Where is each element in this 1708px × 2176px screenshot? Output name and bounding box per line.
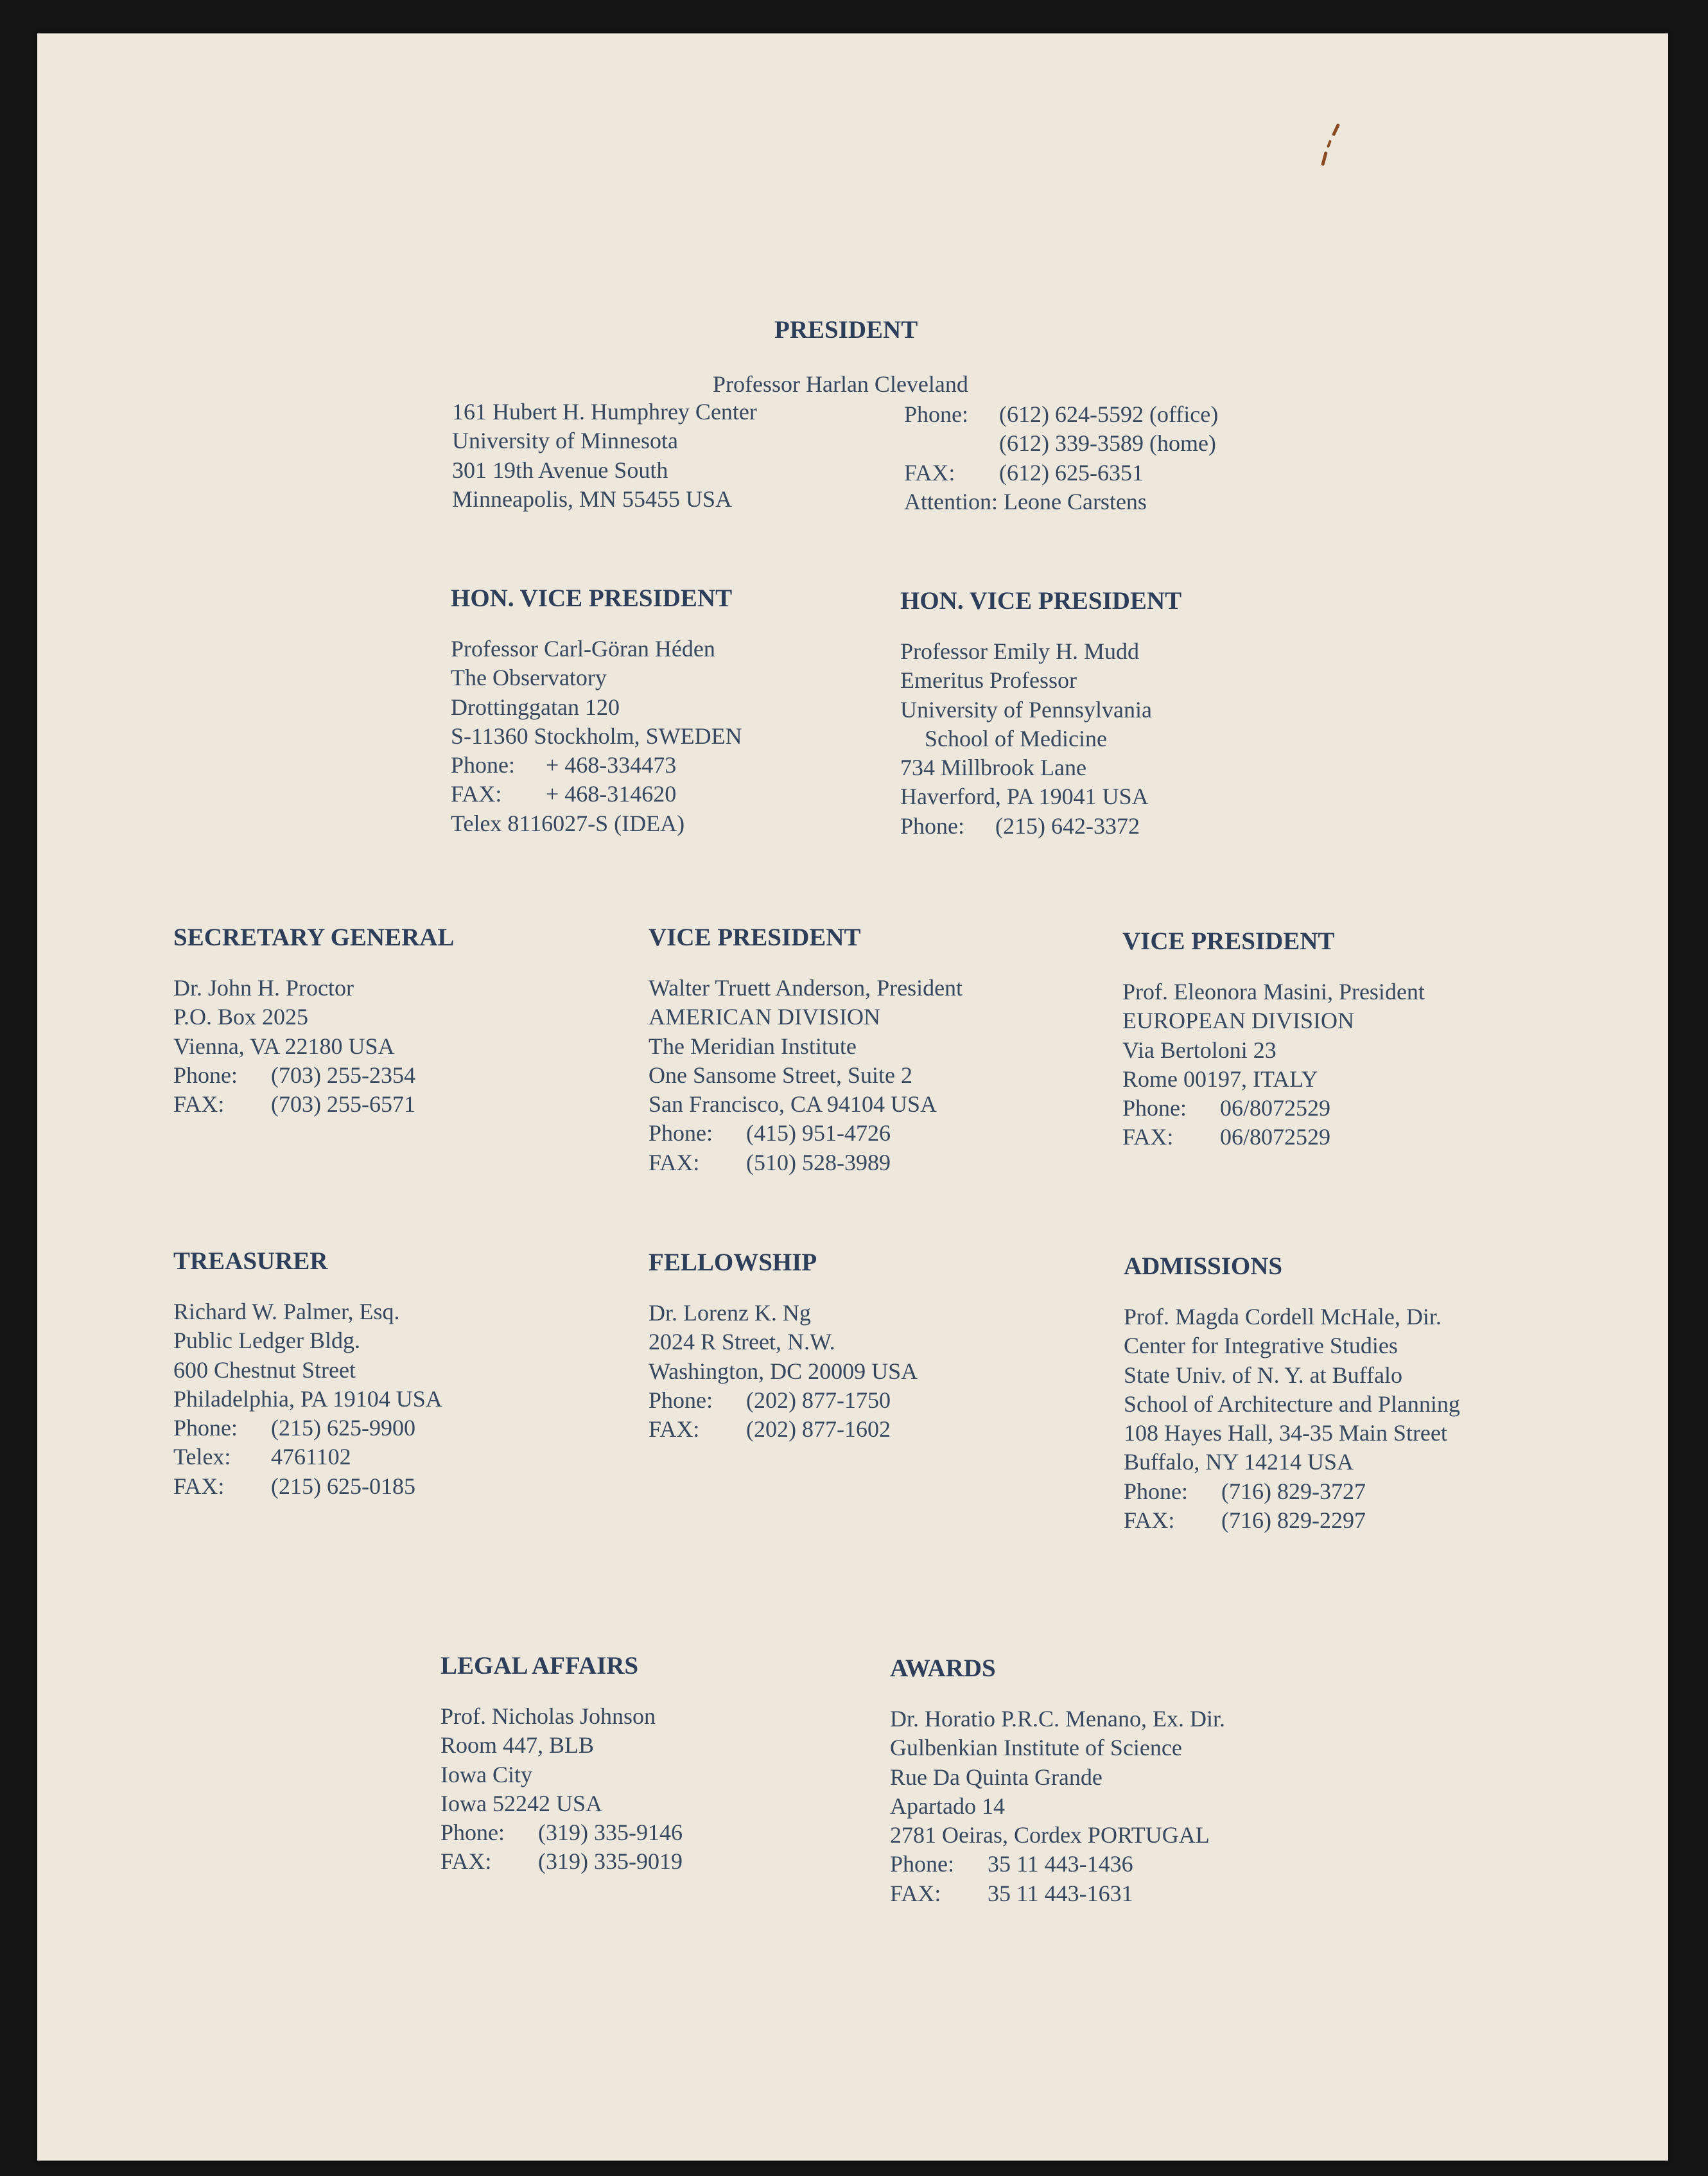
contact-line — [904, 429, 1218, 458]
section-heading: AWARDS — [890, 1654, 996, 1682]
contact-value: 35 11 443-1436 — [988, 1851, 1133, 1877]
address-line: Buffalo, NY 14214 USA — [1124, 1449, 1354, 1475]
contact-line — [173, 1443, 442, 1471]
stain-mark — [1327, 140, 1332, 148]
awards-section — [890, 1653, 1225, 1908]
section-body — [440, 1702, 683, 1877]
contact-label: FAX: — [173, 1091, 225, 1118]
section-body — [1122, 978, 1425, 1152]
address-line: Prof. Nicholas Johnson — [440, 1703, 656, 1729]
address-line: University of Pennsylvania — [900, 696, 1152, 723]
section-body — [649, 1299, 918, 1444]
contact-label: Phone: — [649, 1120, 713, 1146]
contact-value: (319) 335-9146 — [538, 1820, 683, 1846]
address-line: 301 19th Avenue South — [452, 457, 668, 483]
contact-line — [173, 1414, 442, 1443]
contact-value: (703) 255-6571 — [271, 1091, 415, 1118]
section-body — [649, 974, 963, 1177]
stain-mark — [1332, 123, 1340, 136]
contact-line — [900, 812, 1181, 841]
contact-line — [1124, 1506, 1460, 1535]
contact-label: FAX: — [440, 1848, 492, 1875]
vice-president-european-section — [1122, 926, 1425, 1152]
address-line: Drottinggatan 120 — [451, 694, 620, 720]
section-heading: PRESIDENT — [774, 316, 918, 344]
address-line: University of Minnesota — [452, 428, 678, 454]
address-line: Professor Carl-Göran Héden — [451, 636, 715, 662]
contact-value: (612) 624-5592 (office) — [999, 401, 1219, 427]
contact-label: FAX: — [649, 1149, 700, 1175]
section-heading: FELLOWSHIP — [649, 1249, 817, 1276]
contact-value: (612) 339-3589 (home) — [999, 430, 1216, 457]
section-heading: VICE PRESIDENT — [1122, 927, 1335, 955]
legal-affairs-section — [440, 1651, 683, 1877]
president-address — [452, 398, 757, 514]
address-line: Haverford, PA 19041 USA — [900, 784, 1149, 810]
section-heading: SECRETARY GENERAL — [173, 924, 455, 951]
contact-line — [1124, 1477, 1460, 1506]
attention-line — [904, 487, 1218, 516]
contact-label: FAX: — [451, 781, 502, 807]
contact-line — [649, 1415, 918, 1444]
address-line: Public Ledger Bldg. — [173, 1328, 360, 1354]
contact-label: Phone: — [649, 1387, 713, 1413]
contact-value: 4761102 — [271, 1444, 351, 1470]
section-body — [173, 1297, 442, 1501]
president-name: Professor Harlan Cleveland — [713, 371, 968, 397]
contact-label: FAX: — [1124, 1507, 1175, 1534]
address-line: 734 Millbrook Lane — [900, 755, 1086, 781]
stain-mark — [1321, 152, 1328, 166]
contact-line — [173, 1090, 454, 1119]
address-line: EUROPEAN DIVISION — [1122, 1008, 1354, 1034]
address-line: 108 Hayes Hall, 34-35 Main Street — [1124, 1420, 1447, 1446]
contact-label: Phone: — [1122, 1095, 1187, 1121]
section-heading: LEGAL AFFAIRS — [440, 1652, 639, 1680]
contact-label: FAX: — [649, 1416, 700, 1443]
address-line: Dr. Lorenz K. Ng — [649, 1300, 811, 1326]
address-line: Room 447, BLB — [440, 1732, 595, 1759]
contact-label: Phone: — [904, 401, 969, 427]
contact-line — [890, 1850, 1225, 1879]
section-heading: HON. VICE PRESIDENT — [451, 584, 733, 612]
president-name-block — [713, 370, 968, 399]
contact-value: 06/8072529 — [1220, 1095, 1331, 1121]
section-heading: ADMISSIONS — [1124, 1252, 1283, 1280]
contact-line — [649, 1386, 918, 1415]
president-section — [774, 315, 918, 346]
address-line: Washington, DC 20009 USA — [649, 1358, 918, 1384]
address-line: Professor Emily H. Mudd — [900, 638, 1139, 664]
contact-value: (215) 642-3372 — [995, 812, 1140, 839]
treasurer-section — [173, 1246, 442, 1501]
contact-line — [173, 1472, 442, 1501]
address-line: School of Medicine — [925, 725, 1107, 751]
telex-line: Telex 8116027-S (IDEA) — [451, 810, 685, 836]
address-line: Iowa 52242 USA — [440, 1790, 602, 1816]
address-line: 161 Hubert H. Humphrey Center — [452, 399, 757, 425]
section-body — [900, 637, 1181, 841]
address-line: Rome 00197, ITALY — [1122, 1066, 1318, 1092]
contact-line — [451, 780, 742, 809]
address-line: Emeritus Professor — [900, 667, 1077, 694]
address-line: The Observatory — [451, 665, 607, 691]
contact-value: (319) 335-9019 — [538, 1848, 683, 1875]
address-line: State Univ. of N. Y. at Buffalo — [1124, 1362, 1402, 1388]
address-line: Philadelphia, PA 19104 USA — [173, 1385, 442, 1412]
contact-line — [904, 459, 1218, 487]
contact-label: Phone: — [173, 1062, 238, 1088]
address-line: Minneapolis, MN 55455 USA — [452, 486, 733, 512]
address-line: 2024 R Street, N.W. — [649, 1329, 835, 1355]
hon-vice-president-section — [900, 586, 1181, 841]
contact-value: 35 11 443-1631 — [988, 1880, 1133, 1906]
contact-value: (215) 625-9900 — [271, 1415, 415, 1441]
contact-value: (510) 528-3989 — [746, 1149, 891, 1175]
contact-value: (215) 625-0185 — [271, 1473, 415, 1499]
address-line: San Francisco, CA 94104 USA — [649, 1091, 937, 1118]
address-line: School of Architecture and Planning — [1124, 1391, 1460, 1417]
contact-value: (703) 255-2354 — [271, 1062, 415, 1088]
admissions-section — [1124, 1251, 1460, 1535]
attention-label: Attention: — [904, 488, 998, 514]
contact-label: FAX: — [904, 459, 955, 486]
section-body — [890, 1705, 1225, 1908]
contact-line — [904, 400, 1218, 429]
contact-line — [440, 1847, 683, 1876]
contact-label: Phone: — [173, 1415, 238, 1441]
address-line: S-11360 Stockholm, SWEDEN — [451, 723, 742, 749]
section-heading: TREASURER — [173, 1247, 328, 1275]
address-line: P.O. Box 2025 — [173, 1004, 309, 1030]
contact-line — [1122, 1123, 1425, 1152]
address-line: Center for Integrative Studies — [1124, 1333, 1398, 1359]
address-line: 600 Chestnut Street — [173, 1356, 356, 1383]
contact-label: Phone: — [440, 1820, 505, 1846]
contact-line — [440, 1818, 683, 1847]
contact-value: (612) 625-6351 — [999, 459, 1144, 486]
contact-value: + 468-334473 — [546, 752, 677, 778]
address-line: Apartado 14 — [890, 1793, 1005, 1819]
address-line: Via Bertoloni 23 — [1122, 1037, 1277, 1063]
contact-value: + 468-314620 — [546, 781, 677, 807]
contact-value: (716) 829-3727 — [1221, 1478, 1366, 1504]
contact-label: FAX: — [173, 1473, 225, 1499]
address-line: The Meridian Institute — [649, 1033, 857, 1059]
address-line: Prof. Eleonora Masini, President — [1122, 979, 1425, 1005]
section-heading: HON. VICE PRESIDENT — [900, 587, 1182, 615]
president-contacts — [904, 400, 1218, 516]
section-body — [451, 635, 742, 838]
contact-value: (716) 829-2297 — [1221, 1507, 1366, 1534]
address-line: Prof. Magda Cordell McHale, Dir. — [1124, 1304, 1442, 1329]
contact-label: Phone: — [900, 812, 965, 839]
hon-vice-president-section — [451, 583, 742, 838]
contact-value: (202) 877-1602 — [746, 1416, 891, 1443]
section-heading: VICE PRESIDENT — [649, 924, 861, 951]
contact-label: FAX: — [1122, 1124, 1174, 1150]
address-line: AMERICAN DIVISION — [649, 1004, 880, 1030]
contact-label: Phone: — [451, 752, 516, 778]
fellowship-section — [649, 1247, 918, 1444]
contact-label: Telex: — [173, 1444, 231, 1470]
section-body — [1124, 1303, 1460, 1535]
contact-value: 06/8072529 — [1220, 1124, 1331, 1150]
address-line: Walter Truett Anderson, President — [649, 975, 963, 1001]
address-line: Iowa City — [440, 1761, 532, 1787]
contact-label: Phone: — [890, 1851, 955, 1877]
address-line: Gulbenkian Institute of Science — [890, 1735, 1182, 1761]
address-line: One Sansome Street, Suite 2 — [649, 1062, 912, 1088]
secretary-general-section — [173, 922, 454, 1119]
section-body — [173, 974, 454, 1119]
address-line: Rue Da Quinta Grande — [890, 1764, 1102, 1790]
document-page — [37, 33, 1668, 2161]
address-line: 2781 Oeiras, Cordex PORTUGAL — [890, 1822, 1210, 1848]
address-line: Dr. Horatio P.R.C. Menano, Ex. Dir. — [890, 1706, 1225, 1732]
contact-line — [451, 751, 742, 780]
address-line: Dr. John H. Proctor — [173, 975, 354, 1001]
contact-label: Phone: — [1124, 1478, 1189, 1504]
contact-label: FAX: — [890, 1880, 941, 1906]
contact-line — [649, 1119, 963, 1148]
address-line: Vienna, VA 22180 USA — [173, 1033, 395, 1059]
contact-line — [649, 1148, 963, 1177]
attention-value: Leone Carstens — [1004, 488, 1147, 514]
contact-value: (415) 951-4726 — [746, 1120, 891, 1146]
vice-president-american-section — [649, 922, 963, 1177]
contact-line — [890, 1879, 1225, 1908]
contact-value: (202) 877-1750 — [746, 1387, 891, 1413]
contact-line — [1122, 1094, 1425, 1123]
contact-line — [173, 1061, 454, 1090]
address-line: Richard W. Palmer, Esq. — [173, 1299, 400, 1324]
